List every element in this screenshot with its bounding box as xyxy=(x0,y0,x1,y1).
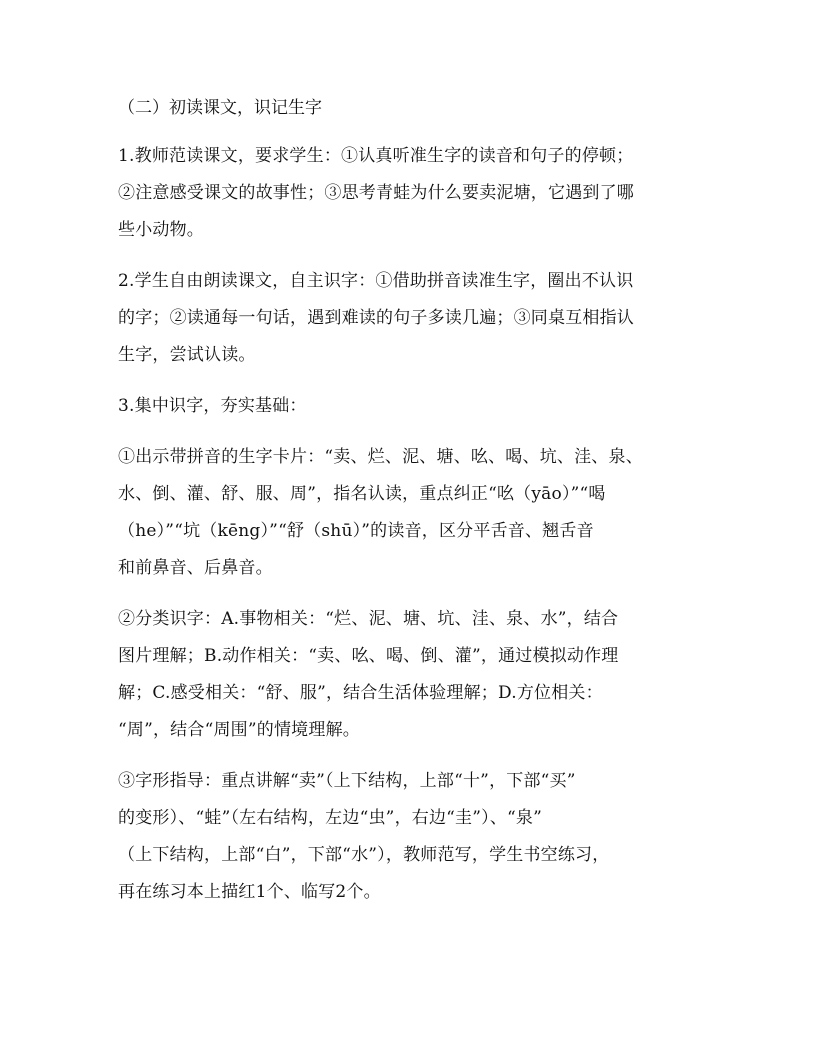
paragraph-line: 和前鼻音、后鼻音。 xyxy=(118,558,273,578)
paragraph-line: 图片理解；B.动作相关：“卖、吆、喝、倒、灌”，通过模拟动作理 xyxy=(118,646,619,666)
paragraph-line: 1.教师范读课文，要求学生：①认真听准生字的读音和句子的停顿； xyxy=(118,146,634,166)
section-heading: （二）初读课文，识记生字 xyxy=(118,98,322,118)
paragraph-line: ③字形指导：重点讲解“卖”（上下结构，上部“十”，下部“买” xyxy=(118,771,576,791)
paragraph-2 xyxy=(118,263,708,374)
paragraph-line: ②分类识字：A.事物相关：“烂、泥、塘、坑、洼、泉、水”，结合 xyxy=(118,609,619,629)
paragraph-line: （上下结构，上部“白”，下部“水”），教师范写，学生书空练习， xyxy=(118,845,610,865)
paragraph-line: 的变形）、“蛙”（左右结构，左边“虫”，右边“圭”）、“泉” xyxy=(118,808,543,828)
document-body xyxy=(118,92,708,925)
paragraph-line: 水、倒、灌、舒、服、周”，指名认读，重点纠正“吆（yāo）”“喝 xyxy=(118,484,606,504)
paragraph-5 xyxy=(118,601,708,749)
paragraph-line: ②注意感受课文的故事性；③思考青蛙为什么要卖泥塘，它遇到了哪 xyxy=(118,183,634,203)
paragraph-line: 再在练习本上描红1个、临写2个。 xyxy=(118,882,381,902)
paragraph-line: 3.集中识字，夯实基础： xyxy=(118,396,307,416)
paragraph-6 xyxy=(118,763,708,911)
paragraph-4 xyxy=(118,439,708,587)
paragraph-line: “周”，结合“周围”的情境理解。 xyxy=(118,720,360,740)
paragraph-line: 解；C.感受相关：“舒、服”，结合生活体验理解；D.方位相关： xyxy=(118,683,603,703)
paragraph-line: ①出示带拼音的生字卡片：“卖、烂、泥、塘、吆、喝、坑、洼、泉、 xyxy=(118,447,643,467)
paragraph-line: （he）”“坑（kēng）”“舒（shū）”的读音，区分平舌音、翘舌音 xyxy=(118,521,594,541)
paragraph-line: 2.学生自由朗读课文，自主识字：①借助拼音读准生字，圈出不认识 xyxy=(118,271,634,291)
paragraph-3 xyxy=(118,388,708,425)
paragraph-1 xyxy=(118,138,708,249)
paragraph-line: 的字；②读通每一句话，遇到难读的句子多读几遍；③同桌互相指认 xyxy=(118,308,634,328)
paragraph-line: 些小动物。 xyxy=(118,220,204,240)
paragraph-line: 生字，尝试认读。 xyxy=(118,345,256,365)
